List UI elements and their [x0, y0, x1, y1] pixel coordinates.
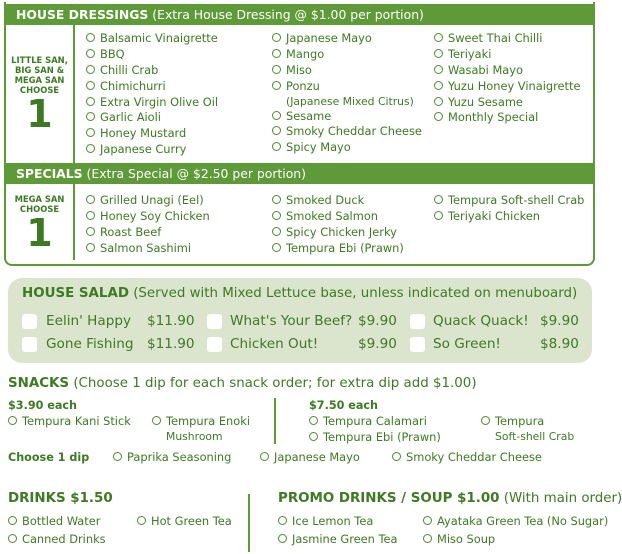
option-label: Japanese Mayo — [286, 31, 372, 45]
drink-option[interactable] — [8, 532, 106, 547]
choose-number: 1 — [26, 211, 53, 255]
house-choose-cell — [6, 25, 75, 163]
house-salad-heading — [22, 286, 577, 301]
dressing-option[interactable] — [434, 79, 581, 94]
salad-item-name: Quack Quack! — [433, 313, 529, 329]
specials-choose-cell — [6, 184, 75, 260]
radio-circle-icon — [86, 211, 95, 220]
house-dressings-note: (Extra House Dressing @ $1.00 per portion) — [152, 7, 424, 22]
option-label: Tempura Ebi (Prawn) — [286, 241, 404, 255]
dressing-option[interactable] — [272, 47, 324, 62]
salad-item-price: $9.90 — [540, 313, 579, 329]
snack-option[interactable] — [481, 414, 574, 444]
dressing-option[interactable] — [86, 31, 218, 46]
radio-circle-icon — [392, 452, 401, 461]
radio-circle-icon — [8, 416, 17, 425]
option-label: Spicy Chicken Jerky — [286, 225, 397, 239]
option-label: Balsamic Vinaigrette — [100, 31, 218, 45]
specials-header — [4, 163, 595, 184]
option-label: Tempura Ebi (Prawn) — [323, 430, 441, 444]
salad-item-name: Chicken Out! — [230, 336, 319, 352]
salad-checkbox[interactable] — [410, 337, 425, 352]
dressing-option[interactable] — [272, 140, 351, 155]
option-label: Miso — [286, 63, 312, 77]
radio-circle-icon — [260, 452, 269, 461]
special-option[interactable] — [272, 225, 397, 240]
choose-line: MEGA SAN — [14, 194, 65, 204]
snacks-title: SNACKS — [8, 376, 70, 391]
snack-option[interactable] — [309, 414, 427, 429]
option-label: Japanese Mayo — [274, 450, 360, 464]
salad-item-name: Eelin' Happy — [46, 313, 132, 329]
salad-item-name: Gone Fishing — [46, 336, 134, 352]
option-label: Chimichurri — [100, 79, 166, 93]
salad-item-price: $11.90 — [147, 336, 195, 352]
option-label: Paprika Seasoning — [127, 450, 232, 464]
choose-line: MEGA SAN — [14, 75, 65, 85]
option-label: Extra Virgin Olive Oil — [100, 95, 219, 109]
option-label: Teriyaki — [448, 47, 492, 61]
dip-option[interactable] — [113, 450, 231, 465]
dressing-option[interactable] — [86, 47, 125, 62]
promo-option[interactable] — [423, 514, 608, 529]
dip-label: Choose 1 dip — [8, 451, 90, 464]
option-label: Teriyaki Chicken — [448, 209, 540, 223]
salad-checkbox[interactable] — [207, 314, 222, 329]
option-sublabel: Mushroom — [166, 430, 223, 443]
special-option[interactable] — [272, 209, 378, 224]
salad-item-price: $11.90 — [147, 313, 195, 329]
option-label: Mango — [286, 47, 325, 61]
option-label: BBQ — [100, 47, 125, 61]
dressing-option[interactable] — [272, 79, 414, 109]
option-sublabel: Soft-shell Crab — [495, 430, 575, 443]
snacks-price-a: $3.90 each — [8, 399, 78, 412]
option-label: Jasmine Green Tea — [292, 532, 398, 546]
radio-circle-icon — [113, 452, 122, 461]
option-label: Roast Beef — [100, 225, 162, 239]
option-label: Honey Soy Chicken — [100, 209, 210, 223]
radio-circle-icon — [86, 81, 95, 90]
radio-circle-icon — [86, 243, 95, 252]
radio-circle-icon — [272, 227, 281, 236]
dressing-option[interactable] — [434, 63, 523, 78]
radio-circle-icon — [278, 534, 287, 543]
salad-checkbox[interactable] — [410, 314, 425, 329]
radio-circle-icon — [434, 65, 443, 74]
dressing-option[interactable] — [86, 110, 161, 125]
radio-circle-icon — [272, 65, 281, 74]
dressing-option[interactable] — [86, 79, 166, 94]
dressing-option[interactable] — [86, 95, 218, 110]
dressing-option[interactable] — [272, 31, 372, 46]
radio-circle-icon — [272, 126, 281, 135]
special-option[interactable] — [434, 193, 584, 208]
radio-circle-icon — [272, 81, 281, 90]
promo-title: PROMO DRINKS / SOUP $1.00 — [278, 491, 500, 506]
snacks-divider — [274, 398, 276, 444]
choose-line: LITTLE SAN, — [11, 55, 68, 65]
radio-circle-icon — [434, 33, 443, 42]
drink-option[interactable] — [8, 514, 100, 529]
dressing-option[interactable] — [272, 124, 422, 139]
option-label: Spicy Mayo — [286, 140, 351, 154]
dressing-option[interactable] — [434, 47, 491, 62]
salad-item-price: $9.90 — [358, 313, 397, 329]
option-label: Bottled Water — [22, 514, 101, 528]
radio-circle-icon — [434, 97, 443, 106]
dip-option[interactable] — [392, 450, 542, 465]
promo-option[interactable] — [278, 532, 398, 547]
salad-checkbox[interactable] — [22, 314, 37, 329]
special-option[interactable] — [86, 225, 161, 240]
option-label: Japanese Curry — [100, 142, 187, 156]
salad-item-name: What's Your Beef? — [230, 313, 353, 329]
promo-heading — [278, 491, 622, 506]
option-sublabel: (Japanese Mixed Citrus) — [286, 95, 414, 108]
salad-item-price: $9.90 — [358, 336, 397, 352]
radio-circle-icon — [481, 416, 490, 425]
snack-option[interactable] — [8, 414, 131, 429]
option-label: Tempura Soft-shell Crab — [448, 193, 585, 207]
option-label: Ponzu — [286, 79, 320, 93]
option-label: Wasabi Mayo — [448, 63, 523, 77]
option-label: Smoky Cheddar Cheese — [286, 124, 422, 138]
radio-circle-icon — [152, 416, 161, 425]
radio-circle-icon — [272, 211, 281, 220]
snacks-note: (Choose 1 dip for each snack order; for extra dip add $1.00) — [73, 376, 477, 391]
choose-number: 1 — [26, 92, 53, 136]
option-label: Sweet Thai Chilli — [448, 31, 543, 45]
drinks-divider — [248, 494, 250, 552]
option-label: Hot Green Tea — [151, 514, 232, 528]
special-option[interactable] — [86, 241, 191, 256]
radio-circle-icon — [86, 195, 95, 204]
salad-checkbox[interactable] — [22, 337, 37, 352]
radio-circle-icon — [86, 144, 95, 153]
special-option[interactable] — [272, 193, 364, 208]
radio-circle-icon — [86, 33, 95, 42]
dressing-option[interactable] — [272, 63, 312, 78]
option-label: Ayataka Green Tea (No Sugar) — [437, 514, 609, 528]
special-option[interactable] — [272, 241, 404, 256]
radio-circle-icon — [8, 516, 17, 525]
radio-circle-icon — [272, 49, 281, 58]
dressing-option[interactable] — [86, 126, 186, 141]
radio-circle-icon — [434, 49, 443, 58]
radio-circle-icon — [434, 81, 443, 90]
radio-circle-icon — [309, 432, 318, 441]
option-label: Tempura Calamari — [323, 414, 427, 428]
radio-circle-icon — [86, 97, 95, 106]
promo-option[interactable] — [278, 514, 373, 529]
option-label: Grilled Unagi (Eel) — [100, 193, 204, 207]
radio-circle-icon — [434, 211, 443, 220]
drink-option[interactable] — [137, 514, 232, 529]
drinks-heading — [8, 491, 113, 506]
radio-circle-icon — [278, 516, 287, 525]
radio-circle-icon — [86, 65, 95, 74]
radio-circle-icon — [272, 33, 281, 42]
choose-line: BIG SAN & — [14, 65, 65, 75]
house-dressings-header — [4, 4, 595, 25]
special-option[interactable] — [86, 209, 210, 224]
option-label: Tempura Enoki — [166, 414, 251, 428]
house-salad-note: (Served with Mixed Lettuce base, unless indicated on menuboard) — [133, 286, 578, 301]
snack-option[interactable] — [152, 414, 250, 444]
option-label: Smoked Duck — [286, 193, 365, 207]
snacks-heading — [8, 376, 477, 391]
special-option[interactable] — [434, 209, 540, 224]
choose-line: CHOOSE — [19, 204, 60, 214]
option-label: Smoky Cheddar Cheese — [406, 450, 542, 464]
dressing-option[interactable] — [272, 109, 331, 124]
option-label: Canned Drinks — [22, 532, 106, 546]
option-label: Garlic Aioli — [100, 110, 161, 124]
option-label: Honey Mustard — [100, 126, 187, 140]
salad-checkbox[interactable] — [207, 337, 222, 352]
house-salad-title: HOUSE SALAD — [22, 286, 129, 301]
radio-circle-icon — [137, 516, 146, 525]
dressing-option[interactable] — [434, 31, 542, 46]
radio-circle-icon — [423, 516, 432, 525]
choose-line: CHOOSE — [19, 85, 60, 95]
drinks-title: DRINKS $1.50 — [8, 491, 113, 506]
dressing-option[interactable] — [434, 110, 538, 125]
option-label: Tempura — [495, 414, 545, 428]
snacks-price-b: $7.50 each — [309, 399, 379, 412]
radio-circle-icon — [272, 195, 281, 204]
option-label: Sesame — [286, 109, 332, 123]
salad-item-price: $8.90 — [540, 336, 579, 352]
option-label: Monthly Special — [448, 110, 539, 124]
special-option[interactable] — [86, 193, 204, 208]
specials-note: (Extra Special @ $2.50 per portion) — [86, 166, 306, 181]
radio-circle-icon — [434, 195, 443, 204]
radio-circle-icon — [309, 416, 318, 425]
option-label: Chilli Crab — [100, 63, 159, 77]
option-label: Tempura Kani Stick — [22, 414, 131, 428]
radio-circle-icon — [272, 243, 281, 252]
option-label: Salmon Sashimi — [100, 241, 192, 255]
salad-item-name: So Green! — [433, 336, 501, 352]
option-label: Miso Soup — [437, 532, 496, 546]
radio-circle-icon — [272, 111, 281, 120]
snack-option[interactable] — [309, 430, 441, 445]
specials-title: SPECIALS — [16, 166, 83, 181]
radio-circle-icon — [86, 112, 95, 121]
promo-option[interactable] — [423, 532, 495, 547]
radio-circle-icon — [434, 112, 443, 121]
option-label: Smoked Salmon — [286, 209, 379, 223]
radio-circle-icon — [8, 534, 17, 543]
option-label: Yuzu Honey Vinaigrette — [448, 79, 581, 93]
dip-option[interactable] — [260, 450, 360, 465]
dressing-option[interactable] — [86, 142, 186, 157]
option-label: Ice Lemon Tea — [292, 514, 374, 528]
radio-circle-icon — [86, 128, 95, 137]
house-salad-panel — [8, 278, 592, 363]
house-dressings-title: HOUSE DRESSINGS — [16, 7, 149, 22]
option-label: Yuzu Sesame — [448, 95, 523, 109]
dressing-option[interactable] — [86, 63, 158, 78]
promo-note: (With main order) — [503, 491, 622, 506]
dressing-option[interactable] — [434, 95, 523, 110]
radio-circle-icon — [86, 49, 95, 58]
radio-circle-icon — [272, 142, 281, 151]
radio-circle-icon — [423, 534, 432, 543]
radio-circle-icon — [86, 227, 95, 236]
